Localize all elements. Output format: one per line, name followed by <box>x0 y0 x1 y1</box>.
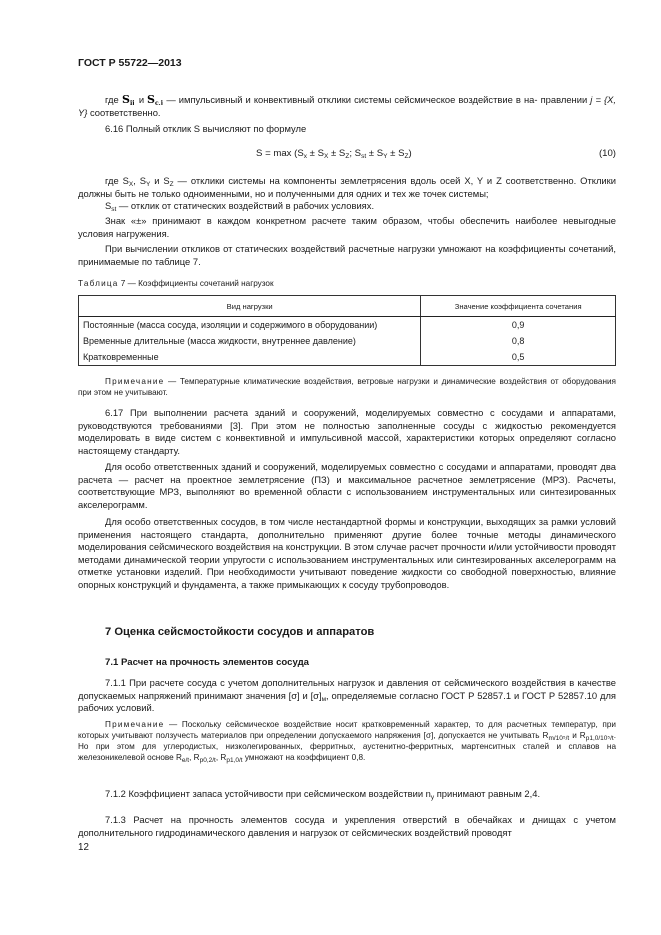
table-header-row <box>79 296 616 317</box>
table-7-note: Примечание — Температурные климатические воздействия, ветровые нагрузки и динамические воздействия от оборудования при этом не учитывают. <box>78 377 616 397</box>
column-header-coefficient: Значение коэффициента сочетания <box>421 296 616 317</box>
note-creep-allowance: Примечание — Поскольку сейсмическое воздействие носит кратковременный характер, то для расчетных температур, при которых учитывают ползучесть материалов при определении допускаемого напряжения [σ], допускается не учитывать $R_{m/10^5/t}$ и $R_{p1,0/10^5/t}$. Но при этом для углеродистых, низколегированных, ферритных, аустенитно-ферритных, мартенситных сталей и сплавов на железоникелевой основе $R_{e/t}$, $R_{p0,2/t}$, $R_{p1,0/t}$ умножают на коэффициент 0,8. <box>78 720 616 764</box>
page-header-standard: ГОСТ Р 55722—2013 <box>78 57 182 69</box>
paragraph-two-calculations: Для особо ответственных зданий и сооружений, моделируемых совместно с сосудами и аппаратами, проводят два расчета — расчет на проектное землетрясение (ПЗ) и максимальное расчетное землетрясение (МРЗ). Расчеты, соответствующие МРЗ, выполняют во временной области с использованием инструментальных или синтезированных акселерограмм. <box>78 461 616 510</box>
svg-text:ij: ij <box>129 100 135 105</box>
svg-text:S: S <box>121 94 130 105</box>
paragraph-7-1-1: 7.1.1 При расчете сосуда с учетом дополнительных нагрузок и давления от сейсмического воздействия в качестве допускаемых напряжений принимают значения [σ] и $[\sigma]_м$, определяемые согласно ГОСТ Р 52857.1 и ГОСТ Р 52857.10 для рабочих условий. <box>78 677 616 714</box>
paragraph-static-loads: При вычислении откликов от статических воздействий расчетные нагрузки умножают на коэффициенты сочетаний, принимаемые по таблице 7. <box>78 243 616 267</box>
paragraph-6-17: 6.17 При выполнении расчета зданий и сооружений, моделируемых совместно с сосудами и аппаратами, руководствуются требованиями [3]. При этом не полностью заполненные сосуды с жидкостью рекомендуется моделировать в виде систем с конвективной и импульсивной массой, характеристики которых определяют согласно настоящему стандарту. <box>78 407 616 456</box>
table-7-caption: Таблица 7 — Коэффициенты сочетаний нагрузок <box>78 279 274 288</box>
table-row <box>79 317 616 334</box>
paragraph-7-1-3: 7.1.3 Расчет на прочность элементов сосуда и укрепления отверстий в обечайках и днищах с учетом дополнительного гидродинамического давления и нагрузок от сейсмических воздействий проводят <box>78 814 616 838</box>
table-row <box>79 349 616 366</box>
s-ij-symbol-icon <box>122 94 136 105</box>
section-7-title: 7 Оценка сейсмостойкости сосудов и аппаратов <box>105 626 375 638</box>
column-header-load-type: Вид нагрузки <box>79 296 421 317</box>
svg-text:S: S <box>147 94 156 105</box>
table-cell-coefficient: 0,9 <box>421 317 616 334</box>
table-cell-load-type: Временные длительные (масса жидкости, внутреннее давление) <box>79 333 421 349</box>
table-cell-load-type: Постоянные (масса сосуда, изоляции и содержимого в оборудовании) <box>79 317 421 334</box>
paragraph-special-vessels: Для особо ответственных сосудов, в том числе нестандартной формы и конструкции, выходящих за рамки условий применения настоящего стандарта, дополнительно применяют другие более точные методы динамического моделирования сейсмического воздействия на конструкции. В этом случае расчет прочности и/или устойчивости проводят методами динамической теории упругости с использованием инструментальных или синтезированных акселерограмм на отметке установки изделий. При необходимости учитывают поведение жидкости со свободной поверхностью, влияние опорных конструкций и фундамента, а также примыкающих к сосуду трубопроводов. <box>78 516 616 590</box>
table-cell-coefficient: 0,5 <box>421 349 616 366</box>
svg-text:c,j: c,j <box>155 100 164 105</box>
table-row <box>79 333 616 349</box>
section-7-1-title: 7.1 Расчет на прочность элементов сосуда <box>105 657 309 668</box>
paragraph-where-components: где $S_X$, $S_Y$ и $S_Z$ — отклики системы на компоненты землетрясения вдоль осей X, Y и Z соответственно. Отклики должны быть не только одноименными, но и полученными для одних и тех же точек системы; <box>78 175 616 199</box>
table-cell-load-type: Кратковременные <box>79 349 421 366</box>
table-7-load-coefficients <box>78 295 616 366</box>
s-cj-symbol-icon <box>147 94 163 105</box>
table-cell-coefficient: 0,8 <box>421 333 616 349</box>
formula-10 <box>78 148 616 162</box>
paragraph-sign-selection: Знак «±» принимают в каждом конкретном расчете таким образом, чтобы обеспечить наиболее невыгодные условия нагружения. <box>78 215 616 239</box>
formula-number: (10) <box>598 148 616 159</box>
page-number: 12 <box>78 842 89 853</box>
formula-expression: $S = \max (S_x \pm S_X \pm S_Z$; $S_{st} \pm S_Y \pm S_Z$) <box>256 148 412 160</box>
paragraph-impulsive-response: где S ij и S c,j — импульсивный и конвективный отклики системы сейсмическое воздействие в на- правлении j = {X, Y} соответственно. <box>78 94 617 118</box>
paragraph-6-16: 6.16 Полный отклик S вычисляют по формуле <box>105 123 307 134</box>
paragraph-static-response: $S_{st}$ — отклик от статических воздействий в рабочих условиях. <box>105 200 375 213</box>
paragraph-7-1-2: 7.1.2 Коэффициент запаса устойчивости при сейсмическом воздействии $n_y$ принимают равным 2,4. <box>105 788 541 801</box>
